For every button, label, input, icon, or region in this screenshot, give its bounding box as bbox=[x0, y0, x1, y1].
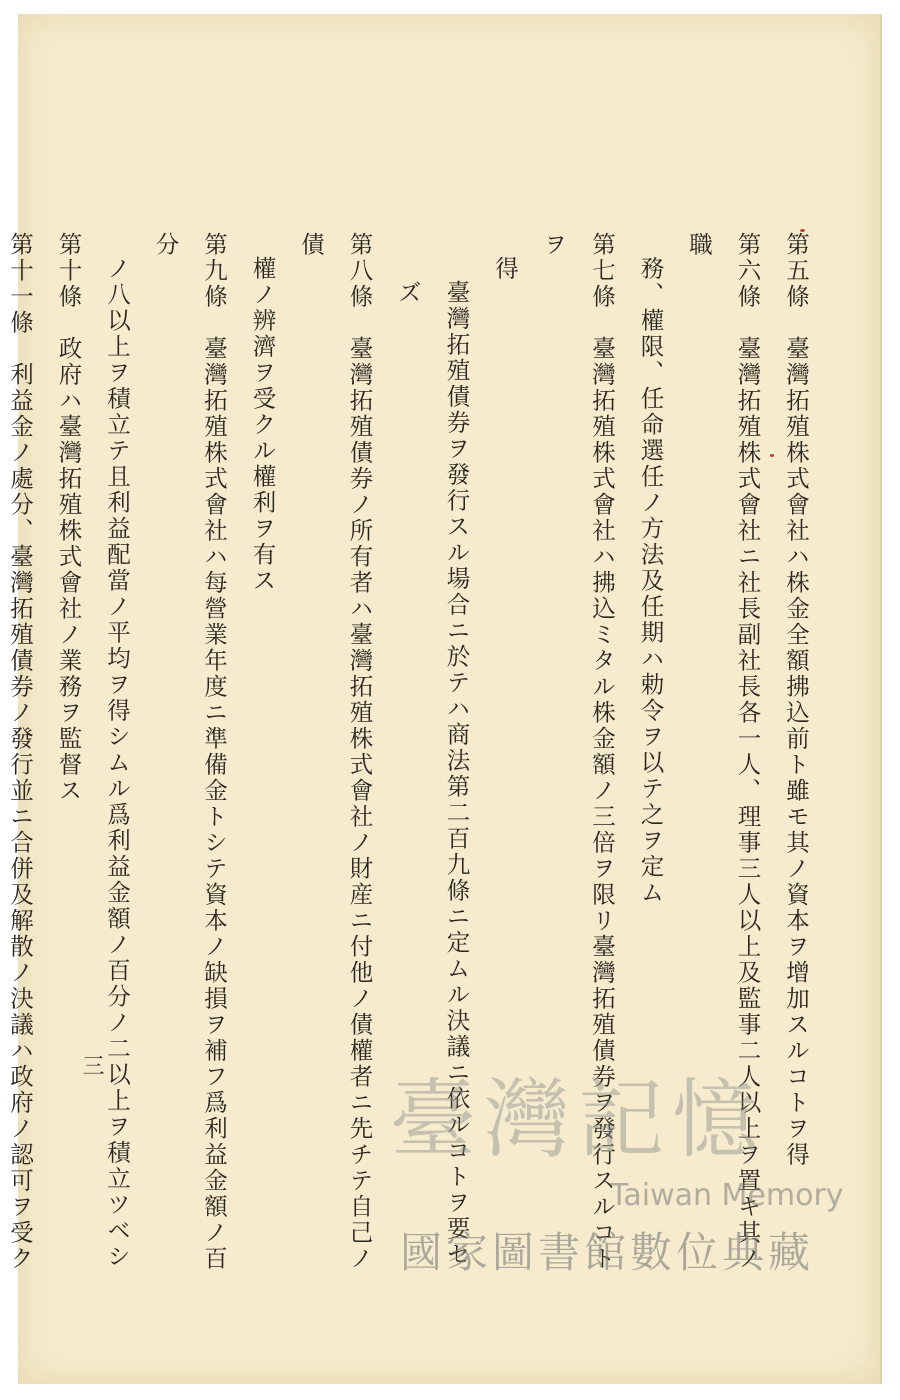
watermark-library-name: 國家圖書館數位典藏 bbox=[400, 1228, 815, 1277]
red-ink-spot bbox=[770, 454, 774, 457]
page-number: 三 bbox=[79, 1054, 104, 1076]
taiwan-memory-watermark bbox=[380, 1050, 850, 1280]
text-line-article-8: 第八條 臺灣拓殖債券ノ所有者ハ臺灣拓殖株式會社ノ財産ニ付他ノ債權者ニ先チテ自己ノ債 bbox=[297, 232, 374, 1272]
text-line-article-9: 第九條 臺灣拓殖株式會社ハ每營業年度ニ準備金トシテ資本ノ缺損ヲ補フ爲利益金額ノ百分 bbox=[151, 232, 228, 1272]
text-line-article-7-para2: 臺灣拓殖債券ヲ發行スル場合ニ於テハ商法第二百九條ニ定ムル決議ニ依ルコトヲ要セズ bbox=[394, 280, 471, 1268]
text-line-article-7-cont: 得 bbox=[491, 256, 519, 282]
text-line-article-7: 第七條 臺灣拓殖株式會社ハ拂込ミタル株金額ノ三倍ヲ限リ臺灣拓殖債券ヲ發行スルコトヲ bbox=[539, 232, 616, 1272]
red-ink-spot bbox=[800, 229, 805, 232]
text-line-article-9-cont: ノ八以上ヲ積立テ且利益配當ノ平均ヲ得シムル爲利益金額ノ百分ノ二以上ヲ積立ツベシ bbox=[103, 256, 131, 1270]
text-line-article-10: 第十條 政府ハ臺灣拓殖株式會社ノ業務ヲ監督ス bbox=[54, 232, 83, 804]
text-line-article-11: 第十一條 利益金ノ處分、臺灣拓殖債券ノ發行並ニ合併及解散ノ決議ハ政府ノ認可ヲ受ク bbox=[6, 232, 34, 1272]
text-line-article-6-cont: 務、權限、任命選任ノ方法及任期ハ勅令ヲ以テ之ヲ定ム bbox=[636, 256, 665, 906]
text-line-article-8-cont: 權ノ辨濟ヲ受クル權利ヲ有ス bbox=[248, 256, 277, 594]
text-line-article-5: 第五條 臺灣拓殖株式會社ハ株金全額拂込前ト雖モ其ノ資本ヲ增加スルコトヲ得 bbox=[782, 232, 810, 1168]
text-line-article-6: 第六條 臺灣拓殖株式會社ニ社長副社長各一人、理事三人以上及監事二人以上ヲ置キ其ノ職 bbox=[685, 232, 762, 1272]
watermark-english-text: Taiwan Memory bbox=[610, 1178, 844, 1213]
watermark-calligraphy: 臺灣記憶 bbox=[390, 1070, 766, 1170]
